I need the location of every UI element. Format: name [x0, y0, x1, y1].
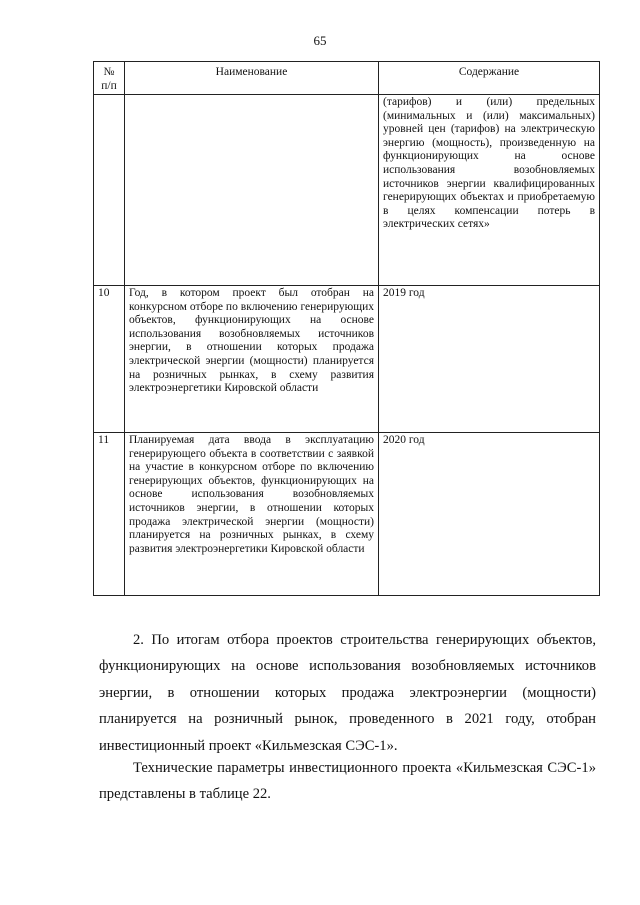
row-number	[94, 95, 125, 286]
table-header-row	[94, 62, 600, 95]
row-content: (тарифов) и (или) предельных (минимальных и (или) максимальных) уровней цен (тарифов) на электрическую энергию (мощность), произведенную на функционирующих на основе использования возобновляемых источников энергии квалифицированных генерирующих объектах и приобретаемую в целях компенсации потерь в электрических сетях»	[379, 95, 600, 286]
header-name: Наименование	[125, 62, 379, 95]
table-row	[94, 286, 600, 433]
row-number: 11	[94, 433, 125, 596]
parameters-table	[93, 61, 600, 596]
header-number: № п/п	[94, 62, 125, 95]
body-paragraph: 2. По итогам отбора проектов строительства генерирующих объектов, функционирующих на основе использования возобновляемых источников энергии, в отношении которых продажа электроэнергии (мощности) планируется на розничный рынок, проведенного в 2021 году, отобран инвестиционный проект «Кильмезская СЭС-1».	[99, 631, 596, 754]
table-row	[94, 95, 600, 286]
row-name: Планируемая дата ввода в эксплуатацию генерирующего объекта в соответствии с заявкой на участие в конкурсном отборе по включению генерирующих объектов, функционирующих на основе использования возобновляемых источников энергии, в отношении которых продажа электрической энергии (мощности) планируется на розничных рынках, в схему развития электроэнергетики Кировской области	[125, 433, 379, 596]
row-content: 2020 год	[379, 433, 600, 596]
row-number: 10	[94, 286, 125, 433]
row-name: Год, в котором проект был отобран на конкурсном отборе по включению генерирующих объектов, функционирующих на основе использования возобновляемых источников энергии, в отношении которых продажа электрической энергии (мощности) планируется на розничных рынках, в схему развития электроэнергетики Кировской области	[125, 286, 379, 433]
row-name	[125, 95, 379, 286]
page-number: 65	[313, 33, 327, 48]
table-row	[94, 433, 600, 596]
header-content: Содержание	[379, 62, 600, 95]
row-content: 2019 год	[379, 286, 600, 433]
body-paragraph: Технические параметры инвестиционного проекта «Кильмезская СЭС-1» представлены в таблице 22.	[99, 759, 596, 803]
